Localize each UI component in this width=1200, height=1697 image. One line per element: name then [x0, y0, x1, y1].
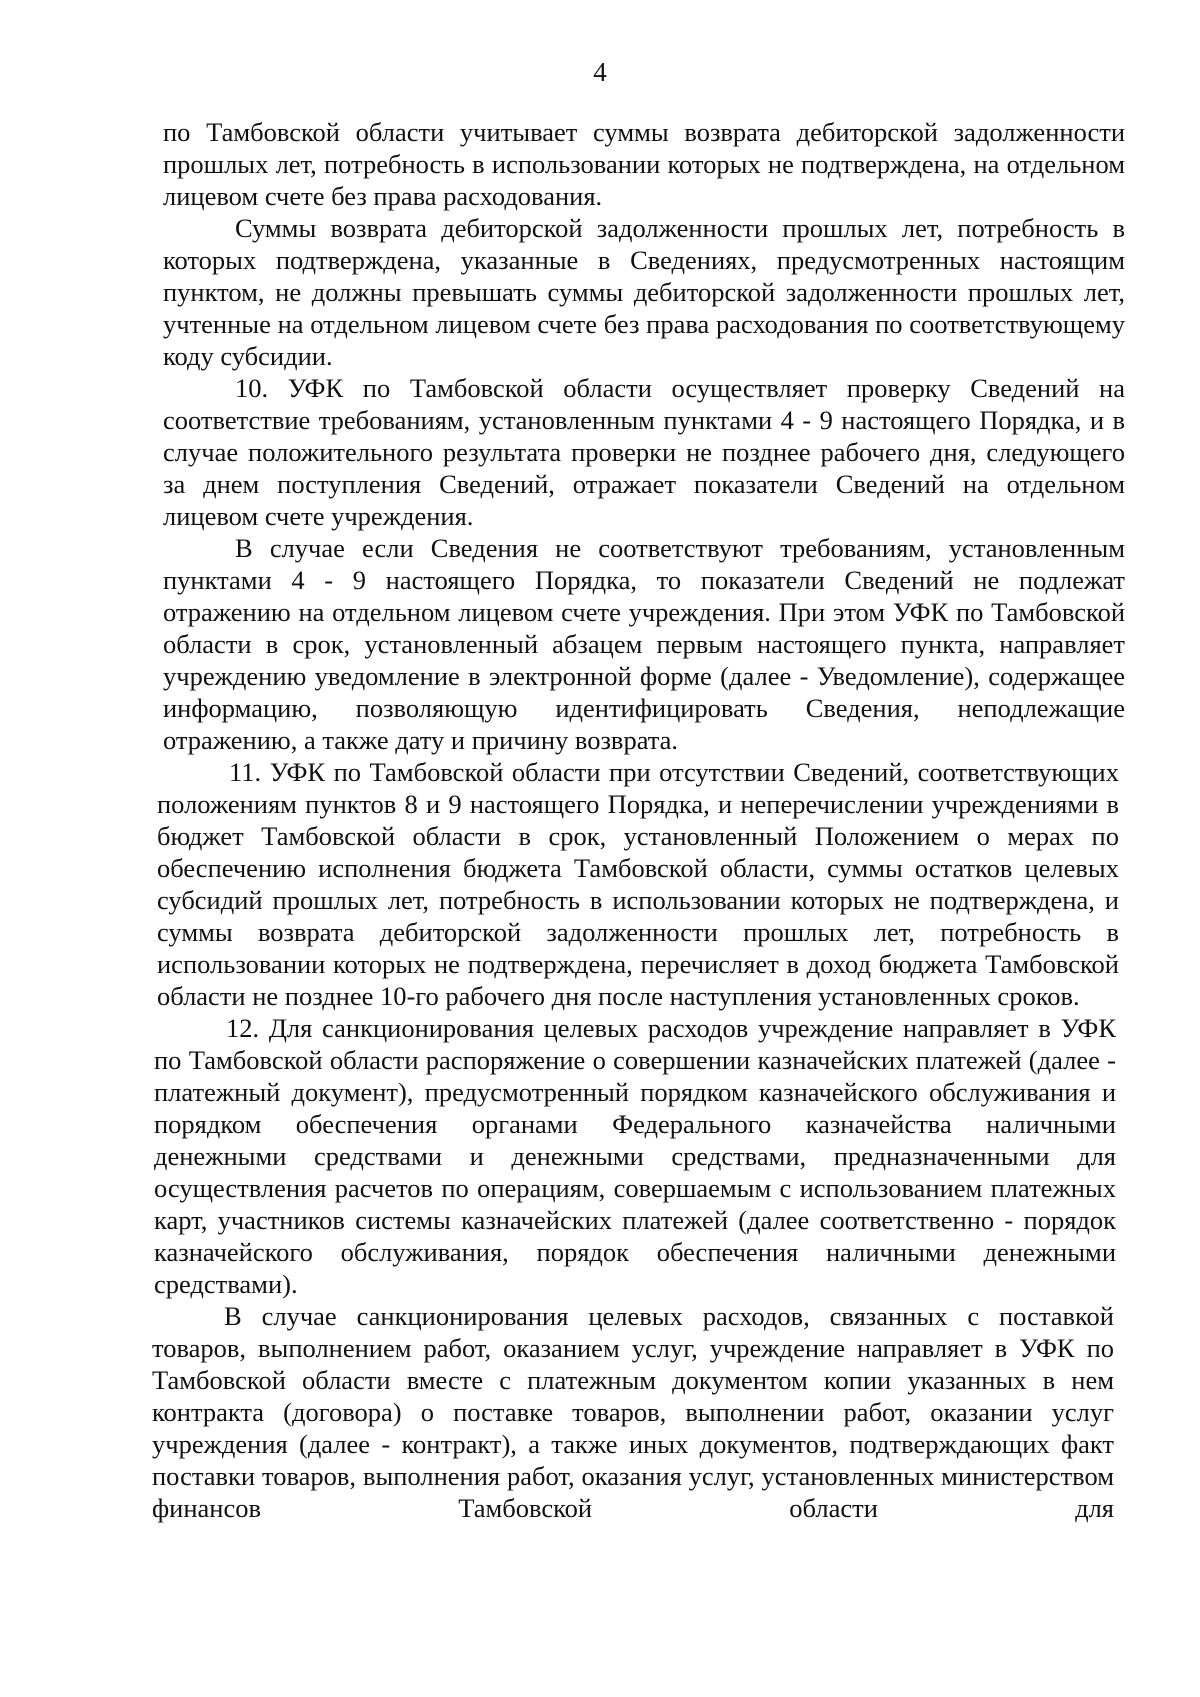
paragraph-debt-sums: Суммы возврата дебиторской задолженности прошлых лет, потребность в которых подтверждена, указанные в Сведениях, предусмотренных настоящим пунктом, не должны превышать суммы дебиторской задолженности прошлых лет, учтенные на отдельном лицевом счете без права расходования по соответствующему коду субсидии.: [163, 213, 1125, 371]
paragraph-item-11: 11. УФК по Тамбовской области при отсутствии Сведений, соответствующих положениям пунктов 8 и 9 настоящего Порядка, и неперечислении учреждениями в бюджет Тамбовской области в срок, установленный Положением о мерах по обеспечению исполнения бюджета Тамбовской области, суммы остатков целевых субсидий прошлых лет, потребность в использовании которых не подтверждена, и суммы возврата дебиторской задолженности прошлых лет, потребность в использовании которых не подтверждена, перечисляет в доход бюджета Тамбовской области не позднее 10-го рабочего дня после наступления установленных сроков.: [157, 757, 1119, 1011]
paragraph-notification: В случае если Сведения не соответствуют требованиям, установленным пунктами 4 - 9 настоящего Порядка, то показатели Сведений не подлежат отражению на отдельном лицевом счете учреждения. При этом УФК по Тамбовской области в срок, установленный абзацем первым настоящего пункта, направляет учреждению уведомление в электронной форме (далее - Уведомление), содержащее информацию, позволяющую идентифицировать Сведения, неподлежащие отражению, а также дату и причину возврата.: [163, 533, 1125, 755]
paragraph-continuation: по Тамбовской области учитывает суммы возврата дебиторской задолженности прошлых лет, потребность в использовании которых не подтверждена, на отдельном лицевом счете без права расходования.: [163, 117, 1125, 211]
paragraph-item-10: 10. УФК по Тамбовской области осуществляет проверку Сведений на соответствие требованиям, установленным пунктами 4 - 9 настоящего Порядка, и в случае положительного результата проверки не позднее рабочего дня, следующего за днем поступления Сведений, отражает показатели Сведений на отдельном лицевом счете учреждения.: [163, 373, 1125, 531]
paragraph-contracts: В случае санкционирования целевых расходов, связанных с поставкой товаров, выполнением работ, оказанием услуг, учреждение направляет в УФК по Тамбовской области вместе с платежным документом копии указанных в нем контракта (договора) о поставке товаров, выполнении работ, оказании услуг учреждения (далее - контракт), а также иных документов, подтверждающих факт поставки товаров, выполнения работ, оказания услуг, установленных министерством финансов Тамбовской области для: [152, 1301, 1114, 1523]
page-number: 4: [593, 57, 607, 87]
document-body: [152, 116, 1125, 1524]
paragraph-item-12: 12. Для санкционирования целевых расходов учреждение направляет в УФК по Тамбовской области распоряжение о совершении казначейских платежей (далее - платежный документ), предусмотренный порядком казначейского обслуживания и порядком обеспечения органами Федерального казначейства наличными денежными средствами и денежными средствами, предназначенными для осуществления расчетов по операциям, совершаемым с использованием платежных карт, участников системы казначейских платежей (далее соответственно - порядок казначейского обслуживания, порядок обеспечения наличными денежными средствами).: [154, 1013, 1116, 1299]
